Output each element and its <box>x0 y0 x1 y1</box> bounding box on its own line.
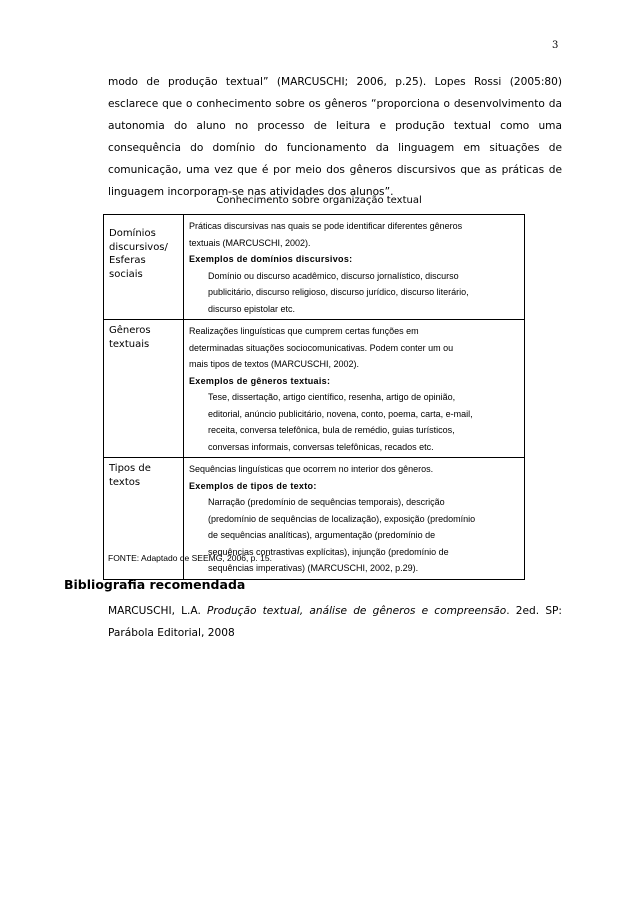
label-line: textos <box>109 476 141 488</box>
row-description <box>184 320 525 458</box>
examples-heading: Exemplos de tipos de texto: <box>189 480 317 491</box>
paragraph-line: linguagem incorporam-se nas atividades dos alunos”. <box>108 186 394 198</box>
table-row <box>104 215 525 320</box>
label-line: sociais <box>109 268 143 280</box>
bib-title: Produção textual, análise de gêneros e compreensão <box>207 605 507 617</box>
paragraph-line: esclarece que o conhecimento sobre os gêneros “proporciona o desenvolvimento da <box>108 98 562 110</box>
page-number: 3 <box>552 40 559 51</box>
bib-publisher: Parábola Editorial, 2008 <box>108 627 235 639</box>
desc-line: mais tipos de textos (MARCUSCHI, 2002). <box>189 359 360 369</box>
bib-edition-place: . 2ed. SP: <box>506 605 563 617</box>
example-line: de sequências analíticas), argumentação (predomínio de <box>208 530 436 540</box>
paragraph-line: consequência do domínio do funcionamento da linguagem em situações de <box>108 142 562 154</box>
examples-heading: Exemplos de gêneros textuais: <box>189 375 331 386</box>
label-line: Esferas <box>109 255 146 266</box>
body-paragraph <box>108 71 562 203</box>
example-line: editorial, anúncio publicitário, novena, conto, poema, carta, e-mail, <box>208 408 473 419</box>
paragraph-line: autonomia do aluno no processo de leitura e produção textual como uma <box>108 120 562 132</box>
bib-authors: MARCUSCHI, L.A. <box>108 605 201 617</box>
example-line: receita, conversa telefônica, bula de remédio, guias turísticos, <box>208 425 455 435</box>
label-line: Tipos de <box>109 463 151 474</box>
organization-table <box>103 214 525 580</box>
example-line: conversas informais, conversas telefônicas, recados etc. <box>208 441 434 452</box>
example-line: sequências contrastivas explícitas), injunção (predomínio de <box>208 546 449 557</box>
example-line: Domínio ou discurso acadêmico, discurso jornalístico, discurso <box>208 270 459 281</box>
label-line: discursivos/ <box>109 241 168 253</box>
label-line: Domínios <box>109 228 156 239</box>
row-label <box>104 215 184 320</box>
example-line: publicitário, discurso religioso, discurso jurídico, discurso literário, <box>208 287 469 297</box>
example-line: discurso epistolar etc. <box>208 303 296 314</box>
row-description <box>184 215 525 320</box>
example-line: Tese, dissertação, artigo científico, resenha, artigo de opinião, <box>208 392 456 402</box>
paragraph-line: modo de produção textual” (MARCUSCHI; 2006, p.25). Lopes Rossi (2005:80) <box>108 76 562 88</box>
example-line: (predomínio de sequências de localização), exposição (predomínio <box>208 513 476 524</box>
label-line: Gêneros <box>109 325 151 336</box>
bibliography-heading: Bibliografia recomendada <box>64 577 246 592</box>
bibliography-line <box>108 600 562 622</box>
paragraph-line: comunicação, uma vez que é por meio dos gêneros discursivos que as práticas de <box>108 164 562 176</box>
bibliography-entry <box>108 600 562 644</box>
row-label <box>104 320 184 458</box>
desc-line: Realizações linguísticas que cumprem certas funções em <box>189 326 419 336</box>
desc-line: textuais (MARCUSCHI, 2002). <box>189 237 311 248</box>
label-line: textuais <box>109 338 150 350</box>
examples-heading: Exemplos de domínios discursivos: <box>189 254 353 264</box>
table-source: FONTE: Adaptado de SEEMG, 2006, p. 15. <box>108 553 272 563</box>
table-row <box>104 320 525 458</box>
desc-line: Práticas discursivas nas quais se pode identificar diferentes gêneros <box>189 221 463 231</box>
desc-line: determinadas situações sociocomunicativas. Podem conter um ou <box>189 342 454 353</box>
table-title: Conhecimento sobre organização textual <box>216 195 422 206</box>
desc-line: Sequências linguísticas que ocorrem no interior dos gêneros. <box>189 464 434 474</box>
example-line: sequências imperativas) (MARCUSCHI, 2002, p.29). <box>208 563 419 573</box>
example-line: Narração (predomínio de sequências temporais), descrição <box>208 497 445 507</box>
